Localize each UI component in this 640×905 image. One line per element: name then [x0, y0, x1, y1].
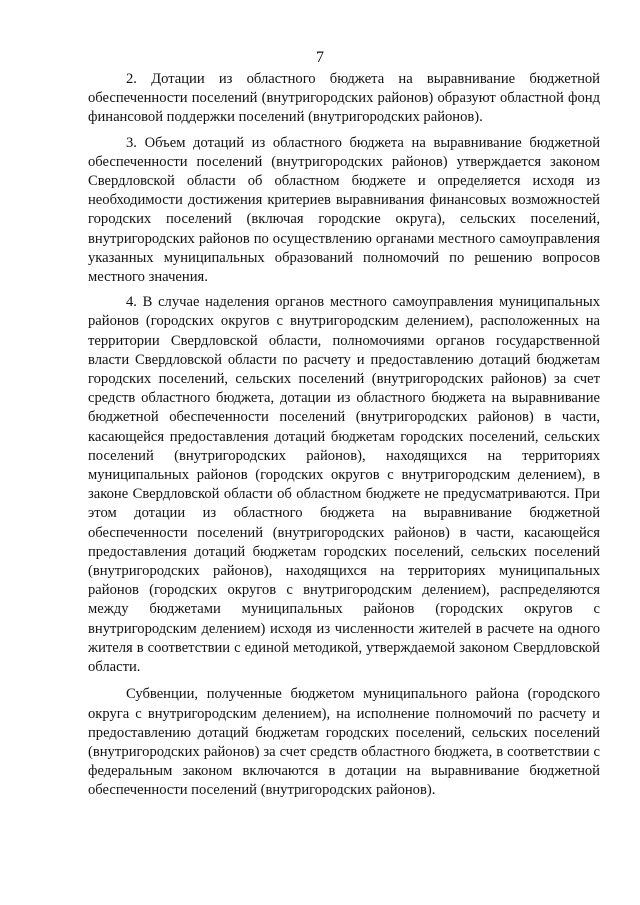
paragraph-subventions: Субвенции, полученные бюджетом муниципального района (городского округа с внутригородским делением), на исполнение полномочий по расчету и предоставлению дотаций бюджетам городских поселений, сельских поселений (внутригородских районов) за счет средств областного бюджета, в соответствии с федеральным законом включаются в дотации на выравнивание бюджетной обеспеченности поселений (внутригородских районов). — [88, 686, 600, 799]
paragraph-4: 4. В случае наделения органов местного самоуправления муниципальных районов (городских округов с внутригородским делением), расположенных на территории Свердловской области, полномочиями органов государственной власти Свердловской области по расчету и предоставлению дотаций бюджетам городских поселений, сельских поселений (внутригородских районов) за счет средств областного бюджета, дотации из областного бюджета на выравнивание бюджетной обеспеченности поселений (внутригородских районов) в части, касающейся предоставления дотаций бюджетам городских поселений, сельских поселений (внутригородских районов), находящихся на территориях муниципальных районов (городских округов с внутригородским делением), в законе Свердловской области об областном бюджете не предусматриваются. При этом дотации из областного бюджета на выравнивание бюджетной обеспеченности поселений (внутригородских районов) в части, касающейся предоставления дотаций бюджетам городских поселений, сельских поселений (внутригородских районов), находящихся на территориях муниципальных районов (городских округов с внутригородским делением), распределяются между бюджетами муниципальных районов (городских округов с внутригородским делением) исходя из численности жителей в расчете на одного жителя в соответствии с единой методикой, утверждаемой законом Свердловской области. — [88, 294, 600, 676]
page-number: 7 — [316, 49, 324, 66]
paragraph-2: 2. Дотации из областного бюджета на выравнивание бюджетной обеспеченности поселений (внутригородских районов) образуют областной фонд финансовой поддержки поселений (внутригородских районов). — [88, 71, 600, 126]
paragraph-3: 3. Объем дотаций из областного бюджета на выравнивание бюджетной обеспеченности поселений (внутригородских районов) утверждается законом Свердловской области об областном бюджете и определяется исходя из необходимости достижения критериев выравнивания финансовых возможностей городских поселений (включая городские округа), сельских поселений, внутригородских районов по осуществлению органами местного самоуправления указанных муниципальных образований полномочий по решению вопросов местного значения. — [88, 134, 600, 286]
document-body — [88, 70, 600, 807]
